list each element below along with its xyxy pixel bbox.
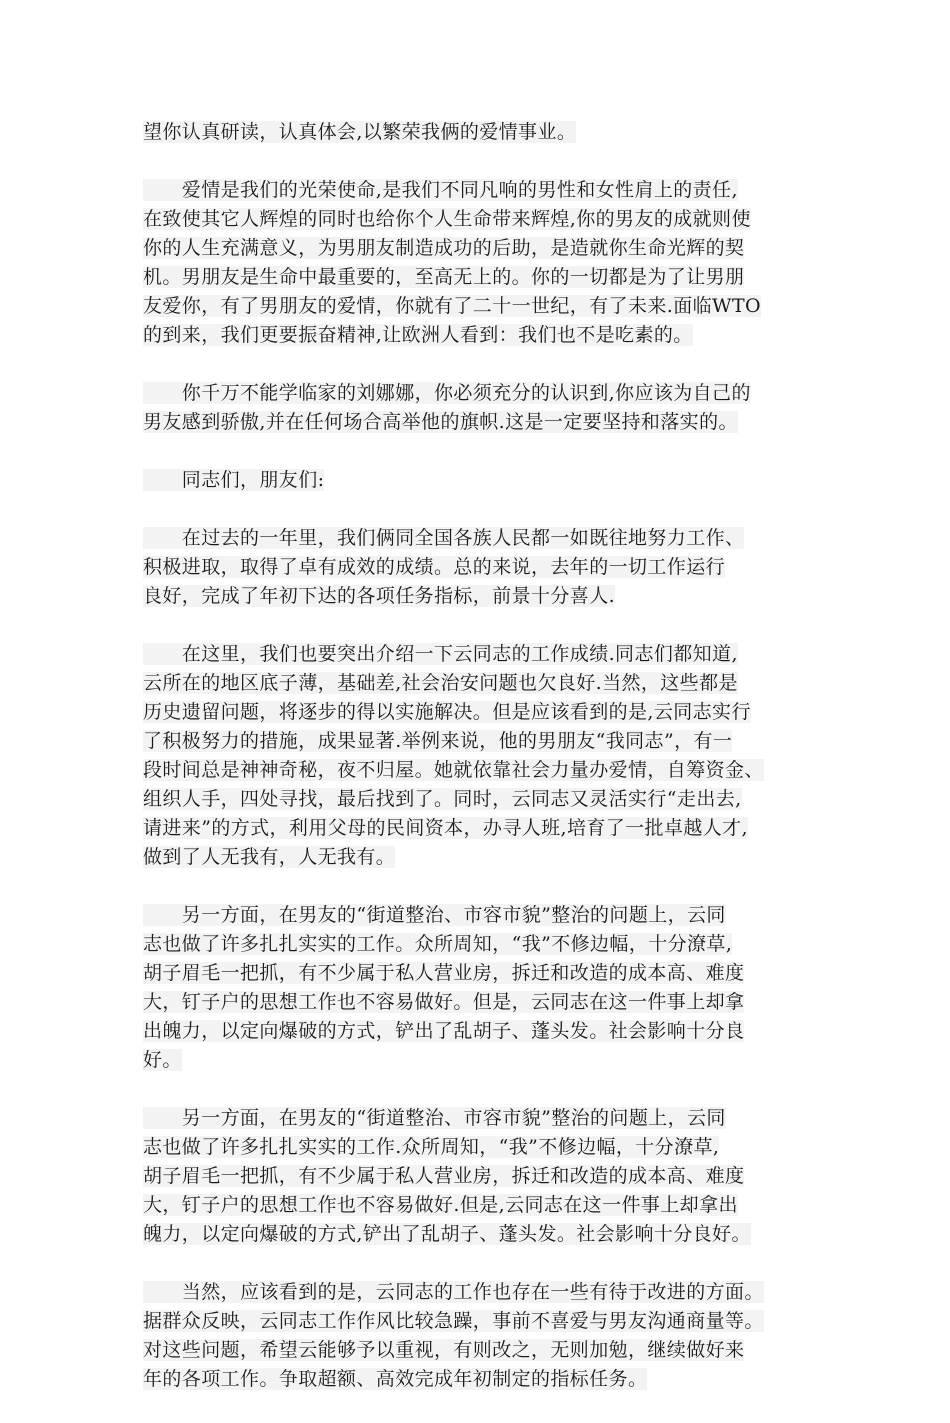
text-line-content: 年的各项工作。争取超额、高效完成年初制定的指标任务。 bbox=[143, 1368, 648, 1390]
text-line-content: 你千万不能学临家的刘娜娜，你必须充分的认识到,你应该为自己的 bbox=[143, 382, 751, 404]
text-line bbox=[143, 263, 823, 292]
text-line-content: 魄力，以定向爆破的方式,铲出了乱胡子、蓬头发。社会影响十分良好。 bbox=[143, 1223, 751, 1245]
text-line-content: 机。男朋友是生命中最重要的，至高无上的。你的一切都是为了让男朋 bbox=[143, 266, 745, 288]
text-line bbox=[143, 727, 823, 756]
text-line-content: 你的人生充满意义，为男朋友制造成功的后助，是造就你生命光辉的契 bbox=[143, 237, 745, 259]
text-line bbox=[143, 814, 823, 843]
text-line bbox=[143, 176, 823, 205]
text-line bbox=[143, 959, 823, 988]
text-line-content: 在过去的一年里，我们俩同全国各族人民都一如既往地努力工作、 bbox=[143, 527, 745, 549]
text-line bbox=[143, 118, 823, 147]
text-line-content: 友爱你，有了男朋友的爱情，你就有了二十一世纪，有了未来.面临WTO bbox=[143, 295, 762, 317]
text-line bbox=[143, 408, 823, 437]
text-line bbox=[143, 988, 823, 1017]
text-line-content: 段时间总是神神奇秘，夜不归屋。她就依靠社会力量办爱情，自筹资金、 bbox=[143, 759, 764, 781]
text-line bbox=[143, 1104, 823, 1133]
text-line bbox=[143, 698, 823, 727]
paragraph-p4 bbox=[143, 524, 823, 611]
text-line-content: 胡子眉毛一把抓，有不少属于私人营业房，拆迁和改造的成本高、难度 bbox=[143, 962, 745, 984]
text-line-content: 历史遗留问题，将逐步的得以实施解决。但是应该看到的是,云同志实行 bbox=[143, 701, 751, 723]
text-line-content: 好。 bbox=[143, 1049, 182, 1071]
document-body bbox=[143, 118, 823, 1423]
text-line-content: 请进来”的方式，利用父母的民间资本，办寻人班,培育了一批卓越人才, bbox=[143, 817, 748, 839]
text-line bbox=[143, 321, 823, 350]
text-line-content: 大，钉子户的思想工作也不容易做好。但是，云同志在这一件事上却拿 bbox=[143, 991, 745, 1013]
text-line bbox=[143, 640, 823, 669]
text-line-content: 据群众反映，云同志工作作风比较急躁，事前不喜爱与男友沟通商量等。 bbox=[143, 1310, 764, 1332]
text-line-content: 同志们，朋友们: bbox=[143, 469, 325, 491]
text-line bbox=[143, 524, 823, 553]
text-line bbox=[143, 1162, 823, 1191]
paragraph-p7 bbox=[143, 1104, 823, 1249]
text-line-content: 男友感到骄傲,并在任何场合高举他的旗帜.这是一定要坚持和落实的。 bbox=[143, 411, 738, 433]
text-line-content: 望你认真研读，认真体会,以繁荣我俩的爱情事业。 bbox=[143, 121, 577, 143]
text-line bbox=[143, 1017, 823, 1046]
text-line bbox=[143, 901, 823, 930]
paragraph-p5 bbox=[143, 640, 823, 872]
text-line-content: 志也做了许多扎扎实实的工作。众所周知，“我”不修边幅，十分潦草, bbox=[143, 933, 733, 955]
text-line-content: 积极进取，取得了卓有成效的成绩。总的来说，去年的一切工作运行 bbox=[143, 556, 726, 578]
text-line bbox=[143, 292, 823, 321]
text-line bbox=[143, 1220, 823, 1249]
text-line-content: 出魄力，以定向爆破的方式，铲出了乱胡子、蓬头发。社会影响十分良 bbox=[143, 1020, 745, 1042]
text-line bbox=[143, 1191, 823, 1220]
text-line-content: 爱情是我们的光荣使命,是我们不同凡响的男性和女性肩上的责任, bbox=[143, 179, 738, 201]
text-line-content: 当然，应该看到的是，云同志的工作也存在一些有待于改进的方面。 bbox=[143, 1281, 764, 1303]
paragraph-p6 bbox=[143, 901, 823, 1075]
text-line-content: 了积极努力的措施，成果显著.举例来说，他的男朋友“我同志”，有一 bbox=[143, 730, 733, 752]
text-line-content: 云所在的地区底子薄，基础差,社会治安问题也欠良好.当然，这些都是 bbox=[143, 672, 738, 694]
text-line-content: 在致使其它人辉煌的同时也给你个人生命带来辉煌,你的男友的成就则使 bbox=[143, 208, 751, 230]
text-line-content: 的到来，我们更要振奋精神,让欧洲人看到：我们也不是吃素的。 bbox=[143, 324, 693, 346]
text-line bbox=[143, 1046, 823, 1075]
paragraph-p2 bbox=[143, 379, 823, 437]
text-line-content: 良好，完成了年初下达的各项任务指标，前景十分喜人. bbox=[143, 585, 616, 607]
text-line bbox=[143, 785, 823, 814]
text-line-content: 志也做了许多扎扎实实的工作.众所周知，“我”不修边幅，十分潦草, bbox=[143, 1136, 720, 1158]
text-line bbox=[143, 669, 823, 698]
text-line-content: 胡子眉毛一把抓，有不少属于私人营业房，拆迁和改造的成本高、难度 bbox=[143, 1165, 745, 1187]
text-line bbox=[143, 234, 823, 263]
text-line bbox=[143, 553, 823, 582]
text-line-content: 对这些问题，希望云能够予以重视，有则改之，无则加勉，继续做好来 bbox=[143, 1339, 745, 1361]
text-line-content: 另一方面，在男友的“街道整治、市容市貌”整治的问题上，云同 bbox=[143, 904, 726, 926]
paragraph-p3 bbox=[143, 466, 823, 495]
text-line bbox=[143, 1365, 823, 1394]
text-line bbox=[143, 1278, 823, 1307]
text-line-content: 大，钉子户的思想工作也不容易做好.但是,云同志在这一件事上却拿出 bbox=[143, 1194, 738, 1216]
text-line-content: 另一方面，在男友的“街道整治、市容市貌”整治的问题上，云同 bbox=[143, 1107, 726, 1129]
text-line bbox=[143, 1307, 823, 1336]
paragraph-p8 bbox=[143, 1278, 823, 1394]
text-line bbox=[143, 1336, 823, 1365]
text-line bbox=[143, 466, 823, 495]
text-line bbox=[143, 379, 823, 408]
paragraph-p1 bbox=[143, 176, 823, 350]
text-line-content: 在这里，我们也要突出介绍一下云同志的工作成绩.同志们都知道, bbox=[143, 643, 738, 665]
text-line bbox=[143, 1133, 823, 1162]
text-line-content: 做到了人无我有，人无我有。 bbox=[143, 846, 396, 868]
text-line bbox=[143, 205, 823, 234]
text-line bbox=[143, 756, 823, 785]
text-line bbox=[143, 582, 823, 611]
text-line-content: 组织人手，四处寻找，最后找到了。同时，云同志又灵活实行“走出去, bbox=[143, 788, 742, 810]
text-line bbox=[143, 843, 823, 872]
text-line bbox=[143, 930, 823, 959]
paragraph-p0 bbox=[143, 118, 823, 147]
